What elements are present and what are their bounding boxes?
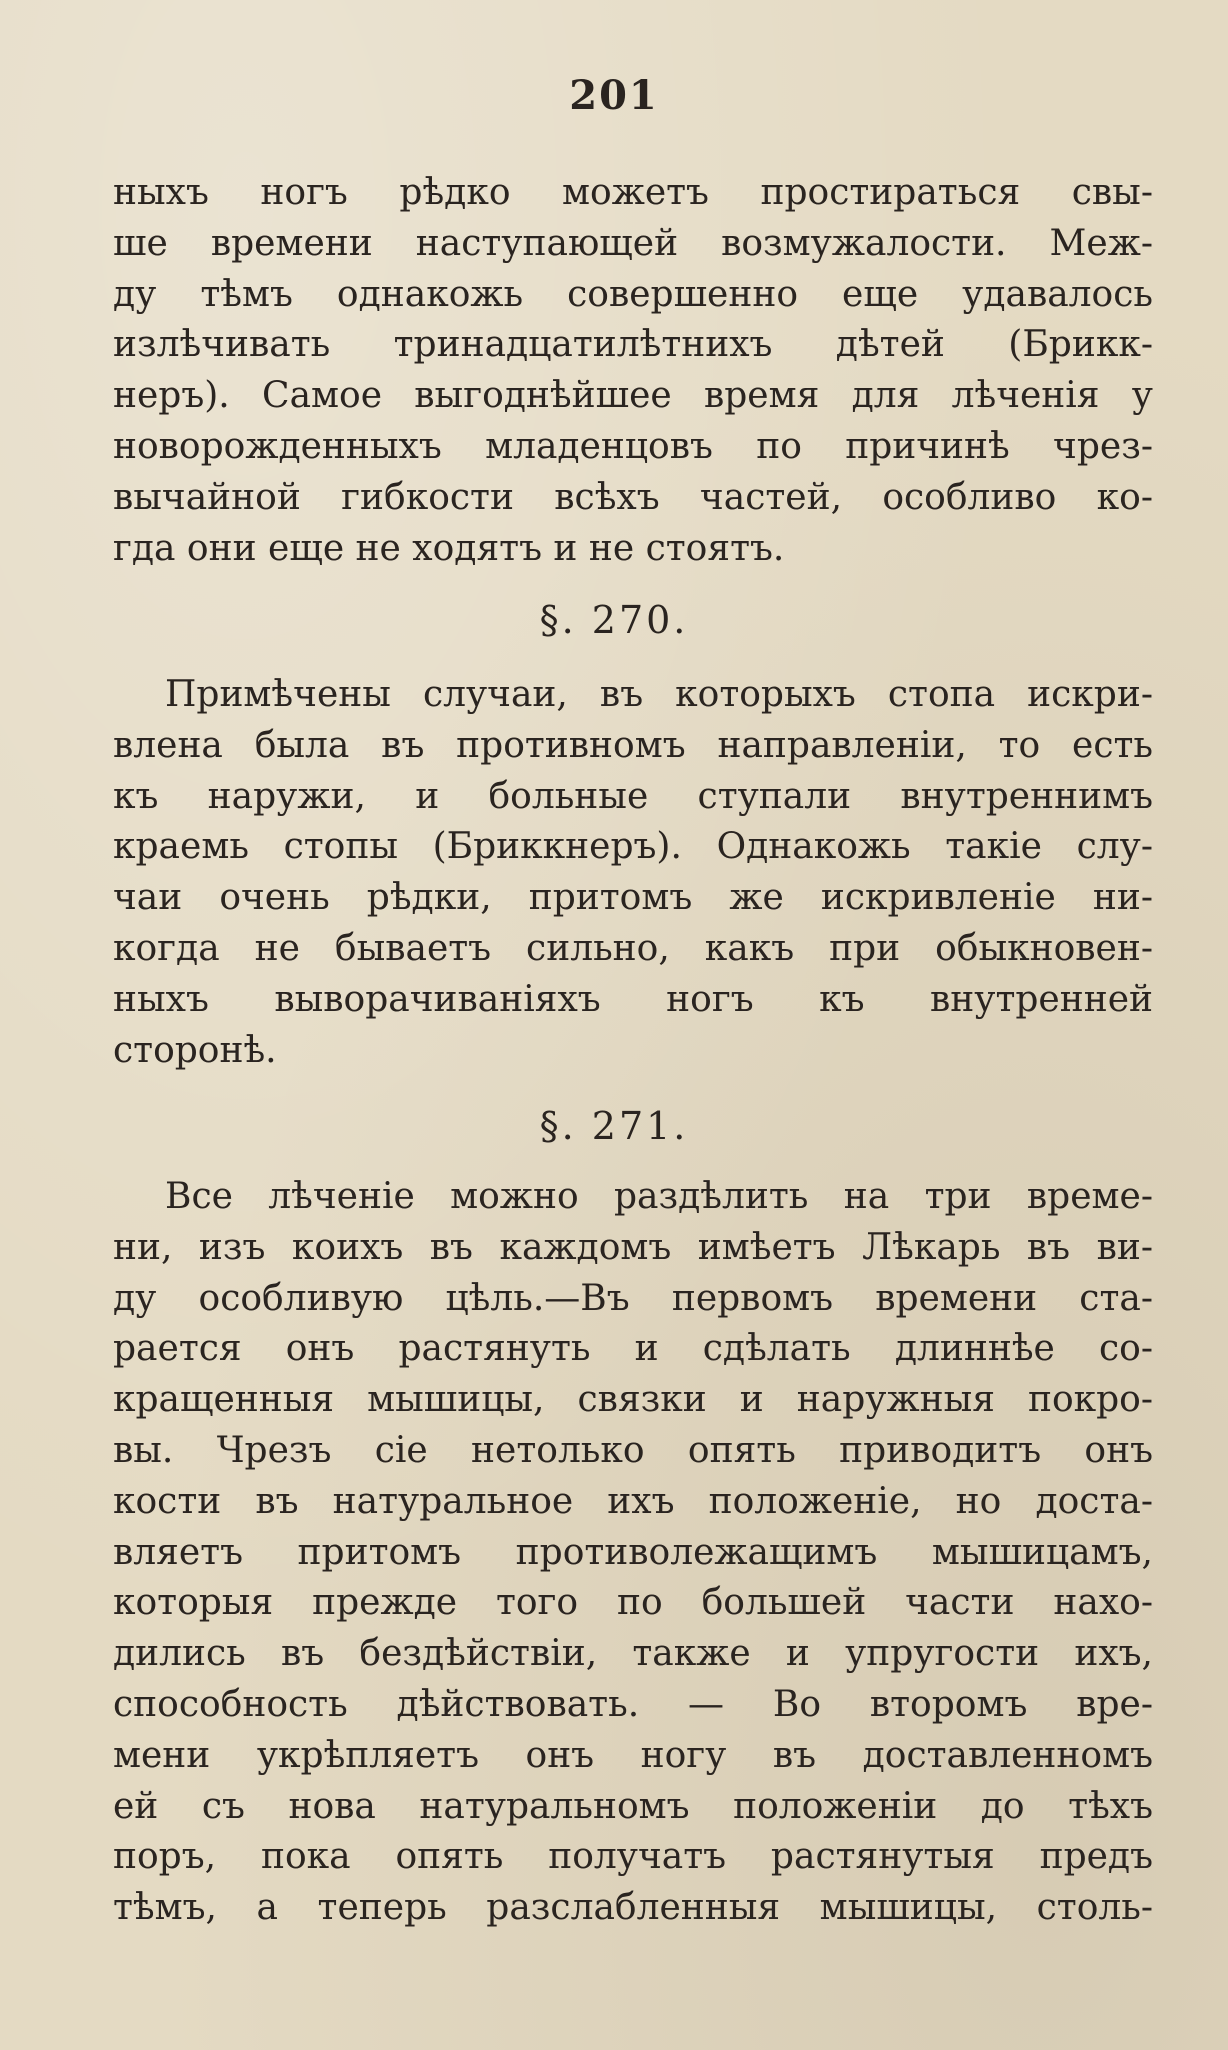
text-line: рается онъ растянуть и сдѣлать длиннѣе со- bbox=[113, 1328, 1153, 1370]
text-line: новорожденныхъ младенцовъ по причинѣ чрез- bbox=[113, 425, 1153, 467]
section-heading-270: §. 270. bbox=[539, 598, 689, 642]
text-line: вляетъ притомъ противолежащимъ мышицамъ, bbox=[113, 1531, 1153, 1573]
text-line: Все лѣченіе можно раздѣлить на три време- bbox=[165, 1176, 1153, 1217]
text-line: влена была въ противномъ направленіи, то есть bbox=[113, 724, 1153, 766]
page-number: 201 bbox=[569, 72, 659, 119]
text-line: способность дѣйствовать. — Во второмъ вре- bbox=[113, 1683, 1153, 1725]
text-line: неръ). Самое выгоднѣйшее время для лѣченія у bbox=[113, 375, 1153, 417]
paragraph-section-270 bbox=[113, 670, 1153, 1076]
text-line: тѣмъ, а теперь разслабленныя мышицы, столь- bbox=[113, 1887, 1153, 1929]
text-line: мени укрѣпляетъ онъ ногу въ доставленномъ bbox=[113, 1734, 1153, 1776]
text-line: кости въ натуральное ихъ положеніе, но доста- bbox=[113, 1480, 1153, 1522]
text-line: ныхъ выворачиваніяхъ ногъ къ внутренней bbox=[113, 978, 1153, 1020]
text-line: дились въ бездѣйствіи, также и упругости ихъ, bbox=[113, 1633, 1153, 1675]
text-line: ныхъ ногъ рѣдко можетъ простираться свы- bbox=[113, 172, 1153, 213]
text-line: къ наружи, и больные ступали внутреннимъ bbox=[113, 775, 1153, 817]
text-line: излѣчивать тринадцатилѣтнихъ дѣтей (Брикк- bbox=[113, 324, 1153, 366]
text-line: которыя прежде того по большей части нахо- bbox=[113, 1582, 1153, 1624]
text-line: когда не бываетъ сильно, какъ при обыкновен- bbox=[113, 927, 1153, 969]
text-line: гда они еще не ходятъ и не стоятъ. bbox=[113, 527, 785, 569]
text-line: Примѣчены случаи, въ которыхъ стопа искри- bbox=[165, 674, 1153, 715]
text-line: ей съ нова натуральномъ положеніи до тѣхъ bbox=[113, 1785, 1153, 1827]
section-heading-271: §. 271. bbox=[539, 1104, 689, 1148]
paragraph-section-271 bbox=[113, 1172, 1153, 1934]
text-line: ду особливую цѣль.—Въ первомъ времени ста- bbox=[113, 1277, 1153, 1319]
text-line: ни, изъ коихъ въ каждомъ имѣетъ Лѣкарь въ ви- bbox=[113, 1226, 1153, 1268]
text-line: ше времени наступающей возмужалости. Меж- bbox=[113, 222, 1153, 264]
text-line: сторонѣ. bbox=[113, 1029, 277, 1071]
paragraph-1 bbox=[113, 168, 1153, 574]
text-line: ду тѣмъ однакожь совершенно еще удавалось bbox=[113, 273, 1153, 315]
text-line: вычайной гибкости всѣхъ частей, особливо ко- bbox=[113, 476, 1153, 518]
text-line: кращенныя мышицы, связки и наружныя покро- bbox=[113, 1379, 1153, 1421]
text-line: вы. Чрезъ сіе нетолько опять приводитъ онъ bbox=[113, 1429, 1153, 1471]
text-line: краемь стопы (Бриккнеръ). Однакожь такіе слу- bbox=[113, 826, 1153, 868]
text-line: чаи очень рѣдки, притомъ же искривленіе ни- bbox=[113, 877, 1153, 919]
text-line: поръ, пока опять получатъ растянутыя предъ bbox=[113, 1836, 1153, 1878]
